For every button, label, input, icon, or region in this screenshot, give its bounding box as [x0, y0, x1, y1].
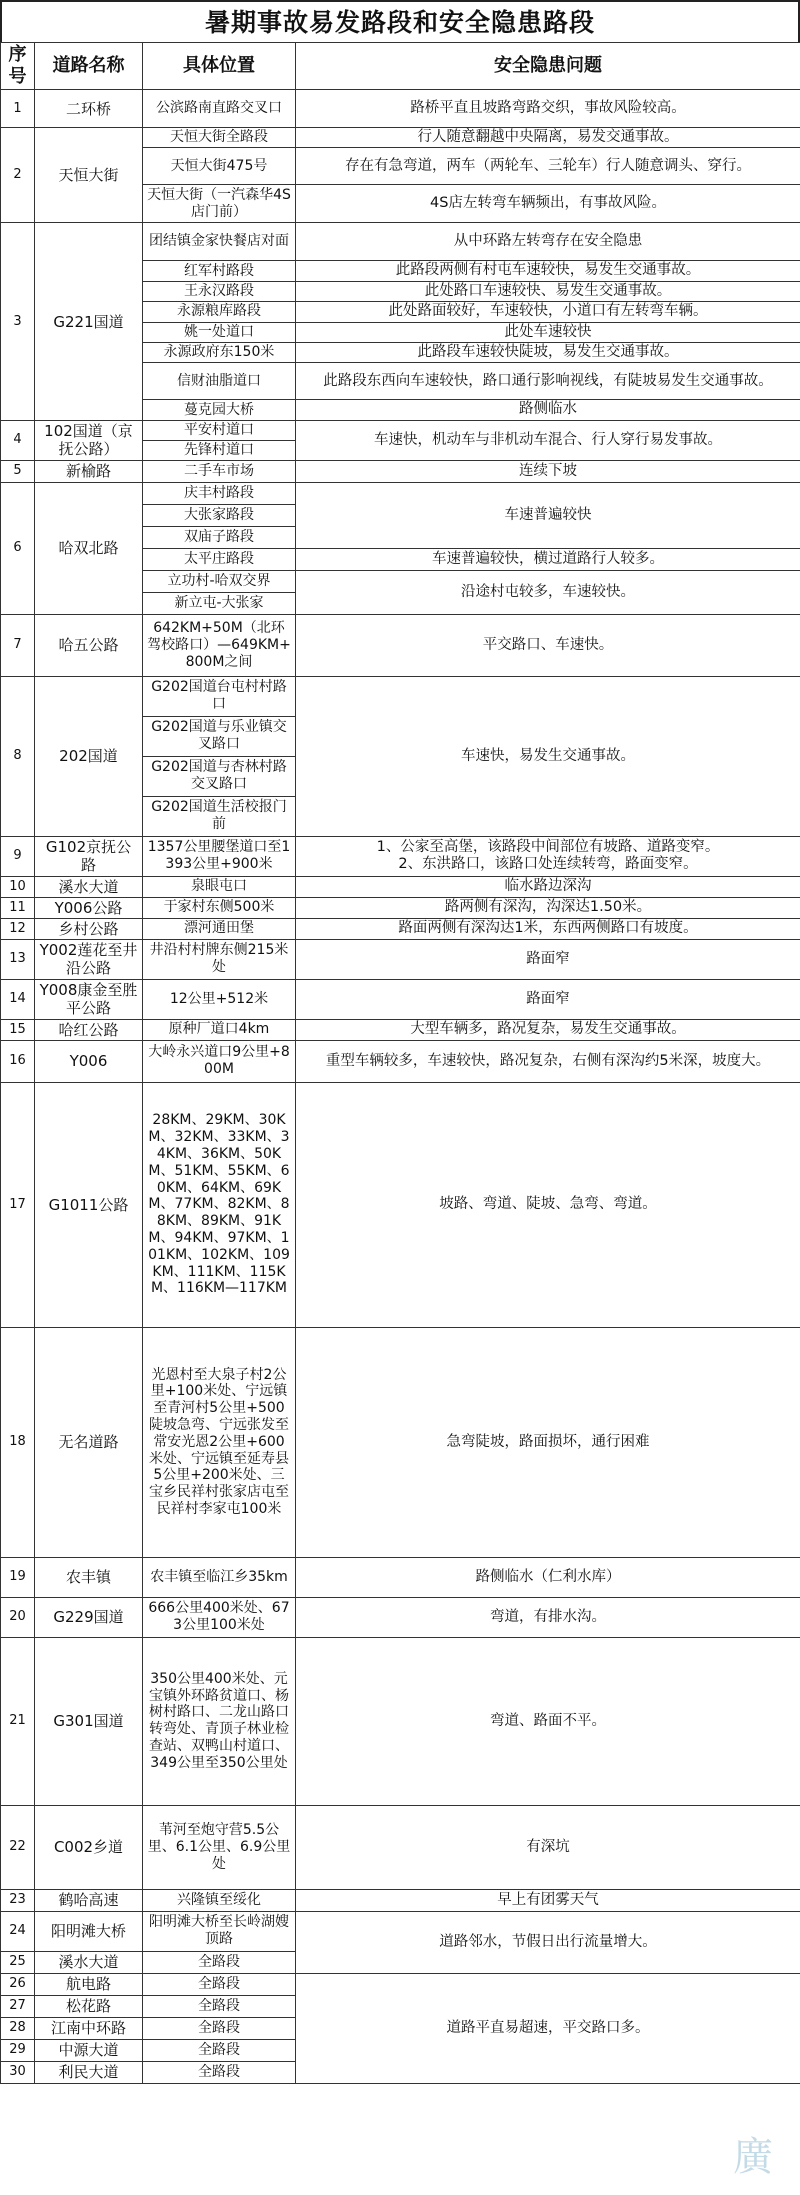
location: 立功村-哈双交界 — [143, 570, 296, 592]
issue: 沿途村屯较多，车速较快。 — [296, 570, 800, 614]
road-name: G221国道 — [35, 223, 143, 420]
issue: 路面两侧有深沟达1米，东西两侧路口有坡度。 — [296, 918, 800, 939]
header-road: 道路名称 — [35, 43, 143, 90]
road-name: 天恒大街 — [35, 128, 143, 223]
row-number: 2 — [1, 128, 35, 223]
issue: 此路段东西向车速较快，路口通行影响视线，有陡坡易发生交通事故。 — [296, 363, 800, 400]
table-row — [1, 897, 800, 918]
location: 井沿村村牌东侧215米处 — [143, 939, 296, 979]
issue: 有深坑 — [296, 1805, 800, 1889]
issue: 路面窄 — [296, 979, 800, 1019]
table-row — [1, 876, 800, 897]
location: 350公里400米处、元宝镇外环路贫道口、杨树村路口、二龙山路口转弯处、青顶子林业检查站、双鸭山村道口、349公里至350公里处 — [143, 1637, 296, 1805]
table-row — [1, 1973, 800, 1995]
road-name: Y002莲花至井沿公路 — [35, 939, 143, 979]
issue: 行人随意翻越中央隔离，易发交通事故。 — [296, 128, 800, 148]
road-name: 202国道 — [35, 676, 143, 836]
issue: 路面窄 — [296, 939, 800, 979]
road-name: 哈五公路 — [35, 614, 143, 676]
road-name: Y008康金至胜平公路 — [35, 979, 143, 1019]
table-row — [1, 1597, 800, 1637]
location: 阳明滩大桥至长岭湖嫂顶路 — [143, 1911, 296, 1951]
issue: 弯道，有排水沟。 — [296, 1597, 800, 1637]
location: 于家村东侧500米 — [143, 897, 296, 918]
location: 农丰镇至临江乡35km — [143, 1557, 296, 1597]
row-number: 16 — [1, 1040, 35, 1082]
row-number: 23 — [1, 1889, 35, 1911]
row-number: 3 — [1, 223, 35, 420]
table-row — [1, 1019, 800, 1040]
road-name: G301国道 — [35, 1637, 143, 1805]
issue: 连续下坡 — [296, 460, 800, 482]
road-name: 农丰镇 — [35, 1557, 143, 1597]
location: 12公里+512米 — [143, 979, 296, 1019]
location: 团结镇金家快餐店对面 — [143, 223, 296, 261]
issue: 路侧临水（仁利水库） — [296, 1557, 800, 1597]
row-number: 6 — [1, 482, 35, 614]
issue: 此处车速较快 — [296, 322, 800, 342]
location: 全路段 — [143, 2039, 296, 2061]
row-number: 20 — [1, 1597, 35, 1637]
road-name: 松花路 — [35, 1995, 143, 2017]
road-name: 中源大道 — [35, 2039, 143, 2061]
table-row — [1, 918, 800, 939]
location: 原种厂道口4km — [143, 1019, 296, 1040]
table-row — [1, 1889, 800, 1911]
row-number: 29 — [1, 2039, 35, 2061]
location: 1357公里腰堡道口至1393公里+900米 — [143, 836, 296, 876]
location: 太平庄路段 — [143, 548, 296, 570]
location: 苇河至炮守营5.5公里、6.1公里、6.9公里处 — [143, 1805, 296, 1889]
road-name: G229国道 — [35, 1597, 143, 1637]
location: 庆丰村路段 — [143, 482, 296, 504]
location: 全路段 — [143, 2017, 296, 2039]
row-number: 18 — [1, 1327, 35, 1557]
row-number: 25 — [1, 1951, 35, 1973]
location: 二手车市场 — [143, 460, 296, 482]
location: 红军村路段 — [143, 261, 296, 281]
table-row — [1, 1637, 800, 1805]
row-number: 14 — [1, 979, 35, 1019]
location: G202国道台屯村村路口 — [143, 676, 296, 716]
road-name: 新榆路 — [35, 460, 143, 482]
table-row — [1, 676, 800, 716]
row-number: 8 — [1, 676, 35, 836]
row-number: 26 — [1, 1973, 35, 1995]
location: 642KM+50M（北环驾校路口）—649KM+800M之间 — [143, 614, 296, 676]
issue: 临水路边深沟 — [296, 876, 800, 897]
location: 兴隆镇至绥化 — [143, 1889, 296, 1911]
issue: 大型车辆多，路况复杂，易发生交通事故。 — [296, 1019, 800, 1040]
location: 天恒大街（一汽森华4S店门前） — [143, 185, 296, 223]
table-row — [1, 482, 800, 504]
road-name: Y006 — [35, 1040, 143, 1082]
row-number: 1 — [1, 90, 35, 128]
header-location: 具体位置 — [143, 43, 296, 90]
location: 平安村道口 — [143, 420, 296, 440]
page-title: 暑期事故易发路段和安全隐患路段 — [0, 0, 800, 42]
location: 永源政府东150米 — [143, 342, 296, 362]
table-row — [1, 1805, 800, 1889]
location: 泉眼屯口 — [143, 876, 296, 897]
issue: 从中环路左转弯存在安全隐患 — [296, 223, 800, 261]
issue: 路两侧有深沟，沟深达1.50米。 — [296, 897, 800, 918]
location: 王永汉路段 — [143, 281, 296, 301]
table-row — [1, 1040, 800, 1082]
table-row — [1, 836, 800, 876]
row-number: 19 — [1, 1557, 35, 1597]
issue: 急弯陡坡，路面损坏，通行困难 — [296, 1327, 800, 1557]
row-number: 11 — [1, 897, 35, 918]
row-number: 30 — [1, 2061, 35, 2083]
issue: 道路邻水，节假日出行流量增大。 — [296, 1911, 800, 1973]
table-row — [1, 223, 800, 261]
road-name: 利民大道 — [35, 2061, 143, 2083]
table-row — [1, 939, 800, 979]
road-name: 二环桥 — [35, 90, 143, 128]
road-name: C002乡道 — [35, 1805, 143, 1889]
row-number: 22 — [1, 1805, 35, 1889]
row-number: 7 — [1, 614, 35, 676]
location: G202国道与乐业镇交叉路口 — [143, 716, 296, 756]
issue: 存在有急弯道，两车（两轮车、三轮车）行人随意调头、穿行。 — [296, 148, 800, 185]
header-issue: 安全隐患问题 — [296, 43, 800, 90]
issue: 车速普遍较快，横过道路行人较多。 — [296, 548, 800, 570]
table-row — [1, 420, 800, 440]
road-name: 乡村公路 — [35, 918, 143, 939]
location: 漂河通田堡 — [143, 918, 296, 939]
row-number: 24 — [1, 1911, 35, 1951]
table-row — [1, 979, 800, 1019]
issue: 此处路口车速较快、易发生交通事故。 — [296, 281, 800, 301]
road-name: 溪水大道 — [35, 876, 143, 897]
road-hazard-table — [0, 42, 800, 2084]
road-name: 哈红公路 — [35, 1019, 143, 1040]
location: 天恒大街475号 — [143, 148, 296, 185]
road-name: G102京抚公路 — [35, 836, 143, 876]
location: 28KM、29KM、30KM、32KM、33KM、34KM、36KM、50KM、51KM、55KM、60KM、64KM、69KM、77KM、82KM、88KM、89KM、91KM、94KM、97KM、101KM、102KM、109KM、111KM、115KM、116KM—117KM — [143, 1082, 296, 1327]
row-number: 15 — [1, 1019, 35, 1040]
issue: 早上有团雾天气 — [296, 1889, 800, 1911]
table-row — [1, 460, 800, 482]
issue: 路侧临水 — [296, 400, 800, 420]
location: 双庙子路段 — [143, 526, 296, 548]
table-row — [1, 1327, 800, 1557]
location: 姚一处道口 — [143, 322, 296, 342]
location: G202国道生活校报门前 — [143, 796, 296, 836]
issue: 弯道、路面不平。 — [296, 1637, 800, 1805]
location: 大张家路段 — [143, 504, 296, 526]
location: 大岭永兴道口9公里+800M — [143, 1040, 296, 1082]
issue: 平交路口、车速快。 — [296, 614, 800, 676]
issue: 4S店左转弯车辆频出，有事故风险。 — [296, 185, 800, 223]
table-row — [1, 128, 800, 148]
issue: 车速快，易发生交通事故。 — [296, 676, 800, 836]
location: 光恩村至大泉子村2公里+100米处、宁远镇至青河村5公里+500陡坡急弯、宁远张发至常安光恩2公里+600米处、宁远镇至延寿县5公里+200米处、三宝乡民祥村张家店屯至民祥村李家屯100米 — [143, 1327, 296, 1557]
issue: 重型车辆较多，车速较快，路况复杂，右侧有深沟约5米深，坡度大。 — [296, 1040, 800, 1082]
row-number: 28 — [1, 2017, 35, 2039]
road-name: Y006公路 — [35, 897, 143, 918]
issue: 车速普遍较快 — [296, 482, 800, 548]
location: 全路段 — [143, 2061, 296, 2083]
road-name: 鹤哈高速 — [35, 1889, 143, 1911]
issue-line: 2、东洪路口，该路口处连续转弯，路面变窄。 — [398, 856, 698, 873]
row-number: 9 — [1, 836, 35, 876]
issue: 车速快，机动车与非机动车混合、行人穿行易发事故。 — [296, 420, 800, 460]
location: 蔓克园大桥 — [143, 400, 296, 420]
road-name: G1011公路 — [35, 1082, 143, 1327]
row-number: 4 — [1, 420, 35, 460]
table-header-row — [1, 43, 800, 90]
issue: 道路平直易超速，平交路口多。 — [296, 1973, 800, 2083]
row-number: 12 — [1, 918, 35, 939]
row-number: 17 — [1, 1082, 35, 1327]
table-row — [1, 1911, 800, 1951]
location: 永源粮库路段 — [143, 302, 296, 322]
issue — [296, 836, 800, 876]
row-number: 5 — [1, 460, 35, 482]
table-row — [1, 1557, 800, 1597]
road-name: 哈双北路 — [35, 482, 143, 614]
row-number: 21 — [1, 1637, 35, 1805]
road-name: 无名道路 — [35, 1327, 143, 1557]
issue: 路桥平直且坡路弯路交织，事故风险较高。 — [296, 90, 800, 128]
location: 信财油脂道口 — [143, 363, 296, 400]
location: 先锋村道口 — [143, 440, 296, 460]
location: 全路段 — [143, 1973, 296, 1995]
road-name: 102国道（京抚公路） — [35, 420, 143, 460]
location: 新立屯-大张家 — [143, 592, 296, 614]
location: 天恒大街全路段 — [143, 128, 296, 148]
issue: 此处路面较好，车速较快，小道口有左转弯车辆。 — [296, 302, 800, 322]
watermark-logo: 廣 — [733, 2134, 773, 2180]
road-name: 溪水大道 — [35, 1951, 143, 1973]
row-number: 27 — [1, 1995, 35, 2017]
location: 全路段 — [143, 1995, 296, 2017]
row-number: 10 — [1, 876, 35, 897]
issue-line: 1、公家至高堡，该路段中间部位有坡路、道路变窄。 — [376, 838, 720, 855]
issue: 此路段车速较快陡坡，易发生交通事故。 — [296, 342, 800, 362]
location: 666公里400米处、673公里100米处 — [143, 1597, 296, 1637]
table-row — [1, 614, 800, 676]
table-row — [1, 90, 800, 128]
location: G202国道与杏林村路交叉路口 — [143, 756, 296, 796]
road-name: 阳明滩大桥 — [35, 1911, 143, 1951]
row-number: 13 — [1, 939, 35, 979]
header-no: 序号 — [1, 43, 35, 90]
road-name: 航电路 — [35, 1973, 143, 1995]
issue: 坡路、弯道、陡坡、急弯、弯道。 — [296, 1082, 800, 1327]
location: 全路段 — [143, 1951, 296, 1973]
location: 公滨路南直路交叉口 — [143, 90, 296, 128]
table-row — [1, 1082, 800, 1327]
road-name: 江南中环路 — [35, 2017, 143, 2039]
issue: 此路段两侧有村屯车速较快，易发生交通事故。 — [296, 261, 800, 281]
